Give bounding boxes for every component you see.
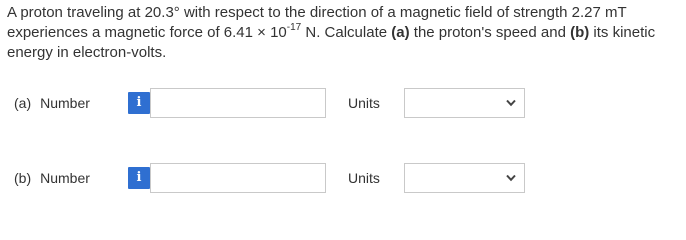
force-exponent: -17 (286, 22, 302, 33)
chevron-down-icon (506, 99, 516, 107)
part-letter: (a) (14, 95, 32, 111)
info-icon[interactable]: i (128, 92, 150, 114)
problem-text-1: A proton traveling at 20.3° with respect to the direction of a magnetic field of strength 2.27 mT experiences a magnetic force of 6.41 × 10 (7, 4, 627, 41)
answer-row-a (0, 88, 686, 118)
problem-text-4: its kinetic energy in electron-volts. (7, 24, 656, 61)
answer-row-b (0, 163, 686, 193)
units-label-a: Units (348, 95, 380, 111)
part-a-marker: (a) (391, 24, 410, 41)
problem-statement (7, 3, 683, 63)
chevron-down-icon (506, 174, 516, 182)
number-input-a[interactable] (150, 88, 326, 118)
info-icon[interactable]: i (128, 167, 150, 189)
part-a-label (14, 95, 90, 111)
units-select-b[interactable] (404, 163, 525, 193)
number-input-b[interactable] (150, 163, 326, 193)
units-select-a[interactable] (404, 88, 525, 118)
problem-text-3: the proton's speed and (409, 24, 571, 41)
part-letter: (b) (14, 170, 32, 186)
number-label: Number (40, 170, 90, 186)
number-label: Number (40, 95, 90, 111)
units-label-b: Units (348, 170, 380, 186)
part-b-marker: (b) (570, 24, 590, 41)
part-b-label (14, 170, 90, 186)
problem-text-2: N. Calculate (301, 24, 392, 41)
